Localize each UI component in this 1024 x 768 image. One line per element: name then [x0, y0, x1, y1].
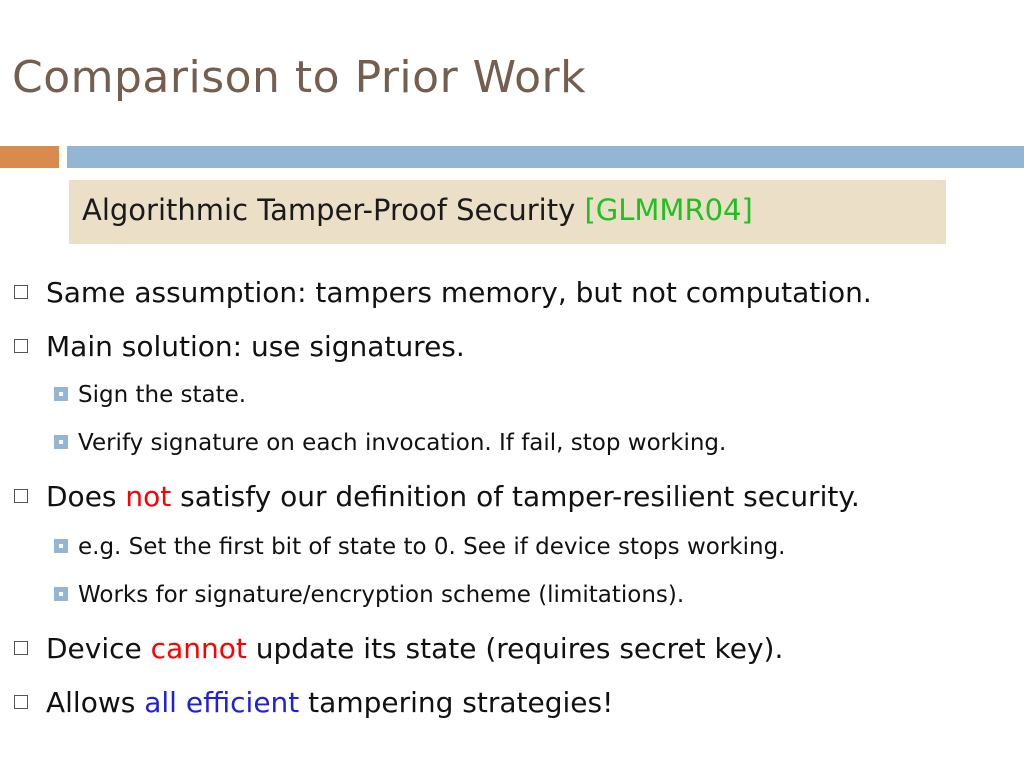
sub-bullet-item	[54, 382, 246, 408]
hollow-square-bullet-icon	[14, 339, 28, 353]
bullet-item	[14, 480, 860, 513]
slide-title: Comparison to Prior Work	[12, 52, 587, 103]
sub-bullet-item	[54, 582, 684, 608]
emphasis-all-efficient: all efficient	[144, 686, 300, 719]
bullet-text-post: update its state (requires secret key).	[246, 632, 784, 665]
filled-square-bullet-icon	[54, 387, 68, 401]
hollow-square-bullet-icon	[14, 695, 28, 709]
emphasis-not: not	[125, 480, 172, 513]
bullet-item	[14, 276, 872, 309]
sub-bullet-item	[54, 430, 726, 456]
subtitle-citation: [GLMMR04]	[584, 193, 753, 227]
hollow-square-bullet-icon	[14, 489, 28, 503]
bullet-text-pre: Does	[46, 480, 126, 513]
filled-square-bullet-icon	[54, 435, 68, 449]
sub-bullet-text: Verify signature on each invocation. If fail, stop working.	[78, 430, 727, 456]
bullet-item	[14, 632, 783, 665]
filled-square-bullet-icon	[54, 539, 68, 553]
sub-bullet-text: Sign the state.	[78, 382, 247, 408]
bullet-text-post: tampering strategies!	[299, 686, 614, 719]
bullet-text: Main solution: use signatures.	[46, 330, 465, 363]
sub-bullet-text: e.g. Set the first bit of state to 0. See if device stops working.	[78, 534, 786, 560]
bullet-item	[14, 330, 465, 363]
bullet-text-post: satisfy our definition of tamper-resilient security.	[171, 480, 860, 513]
sub-bullet-text: Works for signature/encryption scheme (limitations).	[78, 582, 685, 608]
filled-square-bullet-icon	[54, 587, 68, 601]
emphasis-cannot: cannot	[150, 632, 247, 665]
subtitle-text: Algorithmic Tamper-Proof Security	[82, 193, 585, 227]
hollow-square-bullet-icon	[14, 285, 28, 299]
bullet-item	[14, 686, 613, 719]
bullet-text: Same assumption: tampers memory, but not computation.	[46, 276, 872, 309]
bullet-text-pre: Allows	[46, 686, 145, 719]
bullet-text-pre: Device	[46, 632, 151, 665]
hollow-square-bullet-icon	[14, 641, 28, 655]
sub-bullet-item	[54, 534, 785, 560]
